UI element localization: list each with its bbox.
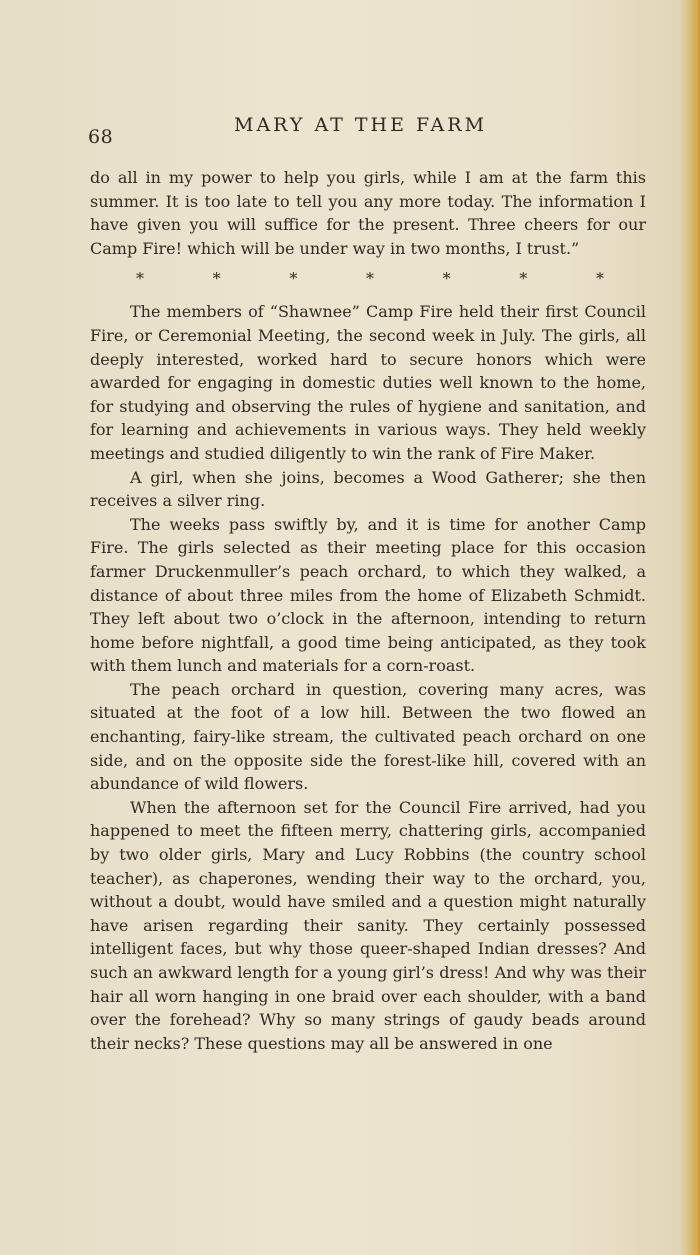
body-text	[90, 166, 646, 1055]
section-break-star: *	[136, 269, 144, 289]
page-number: 68	[88, 126, 114, 148]
paragraph: The weeks pass swiftly by, and it is time for another Camp Fire. The girls selected as their meeting place for this occasion farmer Druckenmuller’s peach orchard, to which they walked, a distance of about three miles from the home of Elizabeth Schmidt. They left about two o’clock in the afternoon, intending to return home before nightfall, a good time being anticipated, as they took with them lunch and materials for a corn-roast.	[90, 514, 646, 676]
paragraph: The peach orchard in question, covering many acres, was situated at the foot of a low hill. Between the two flowed an enchanting, fairy-like stream, the cultivated peach orchard on one side, and on the opposite side the forest-like hill, covered with an abundance of wild flowers.	[90, 679, 646, 794]
page-header	[88, 108, 650, 148]
paragraph-continued: do all in my power to help you girls, while I am at the farm this summer. It is too late to tell you any more today. The information I have given you will suffice for the present. Three cheers for our Camp Fire! which will be under way in two months, I trust.”	[90, 168, 646, 258]
section-break	[90, 260, 646, 300]
section-break-star: *	[289, 269, 298, 289]
section-break-star: *	[365, 269, 374, 289]
section-break-star: *	[442, 269, 451, 289]
section-break-star: *	[595, 269, 604, 289]
section-break-star: *	[519, 269, 528, 289]
gilded-page-edge	[690, 0, 700, 1255]
paragraph: The members of “Shawnee” Camp Fire held their first Council Fire, or Ceremonial Meeting, the second week in July. The girls, all deeply interested, worked hard to secure honors which were awarded for engaging in domestic duties well known to the home, for studying and observing the rules of hygiene and sanitation, and for learning and achievements in various ways. They held weekly meetings and studied diligently to win the rank of Fire Maker.	[90, 302, 646, 463]
paragraph: A girl, when she joins, becomes a Wood Gatherer; she then receives a silver ring.	[90, 467, 646, 511]
running-title: MARY AT THE FARM	[234, 114, 488, 136]
section-break-star: *	[212, 269, 221, 289]
paragraph: When the afternoon set for the Council Fire arrived, had you happened to meet the fifteen merry, chattering girls, accompanied by two older girls, Mary and Lucy Robbins (the country school teacher), as chaperones, wending their way to the orchard, you, without a doubt, would have smiled and a question might naturally have arisen regarding their sanity. They certainly possessed intelligent faces, but why those queer-shaped Indian dresses? And such an awkward length for a young girl’s dress! And why was their hair all worn hanging in one braid over each shoulder, with a band over the forehead? Why so many strings of gaudy beads around their necks? These questions may all be answered in one	[90, 797, 646, 1053]
